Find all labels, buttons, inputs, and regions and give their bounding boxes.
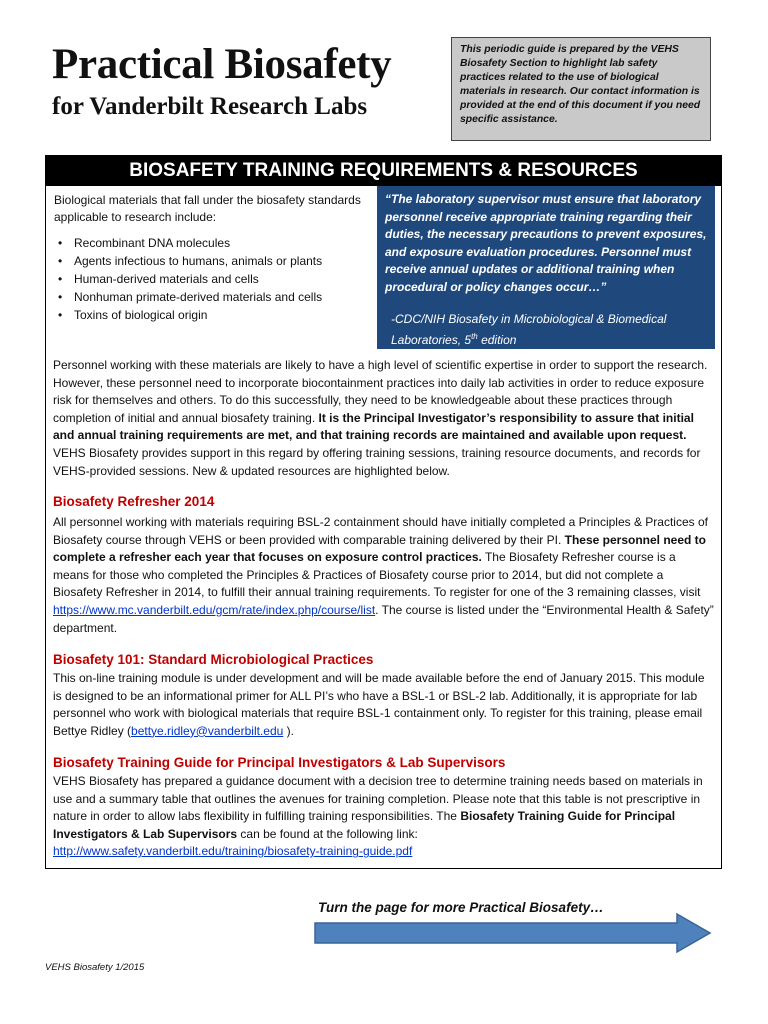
list-item: • Recombinant DNA molecules [58, 236, 231, 250]
guide-heading: Biosafety Training Guide for Principal Investigators & Lab Supervisors [53, 755, 506, 770]
footer-text: VEHS Biosafety 1/2015 [45, 962, 145, 973]
bullet-icon: • [58, 236, 63, 250]
right-arrow-icon [313, 912, 713, 954]
materials-intro-text: Biological materials that fall under the biosafety standards applicable to research include: [54, 193, 361, 224]
materials-list [54, 234, 369, 324]
cdc-quote-box [377, 186, 715, 349]
section-banner: BIOSAFETY TRAINING REQUIREMENTS & RESOURCES [46, 156, 721, 186]
page-title: Practical Biosafety [52, 41, 392, 88]
course-list-link[interactable]: https://www.mc.vanderbilt.edu/gcm/rate/index.php/course/list [53, 602, 376, 617]
bullet-icon: • [58, 308, 63, 322]
list-item: • Agents infectious to humans, animals or plants [58, 254, 323, 268]
training-guide-link[interactable]: http://www.safety.vanderbilt.edu/training/biosafety-training-guide.pdf [53, 844, 413, 859]
training-section [45, 155, 722, 869]
page-subtitle: for Vanderbilt Research Labs [52, 93, 368, 120]
quote-source: -CDC/NIH Biosafety in Microbiological & Biomedical Laboratories, 5th edition [391, 311, 667, 347]
list-item: • Toxins of biological origin [58, 308, 208, 322]
email-link[interactable]: bettye.ridley@vanderbilt.edu [131, 723, 284, 738]
guide-paragraph: VEHS Biosafety has prepared a guidance document with a decision tree to determine training needs based on materials in use and a summary table that outlines the avenues for training completion. Please note that this table is not prescriptive in nature in order to allow labs flexibility in fulfilling training responsibilities. The Biosafety Training Guide for Principal Investigators & Lab Supervisors can be found at the following link: http://www.safety.vanderbilt.edu/training/biosafety-training-guide.pdf [53, 774, 703, 859]
materials-intro [54, 192, 369, 324]
intro-note-box: This periodic guide is prepared by the VEHS Biosafety Section to highlight lab safety practices related to the use of biological materials in research. Our contact information is provided at the end of this document if you need specific assistance. [451, 37, 711, 141]
list-item: • Nonhuman primate-derived materials and cells [58, 290, 323, 304]
quote-text: “The laboratory supervisor must ensure that laboratory personnel receive appropriate training regarding their duties, the necessary precautions to prevent exposures, and exposure evaluation procedures. Personnel must receive annual updates or additional training when procedural or policy changes occur…” [385, 192, 707, 294]
bio101-paragraph: This on-line training module is under development and will be made available before the end of January 2015. This module is designed to be an informational primer for ALL PI’s who have a BSL-1 or BSL-2 lab. Additionally, it is appropriate for lab personnel who work with biological materials that require BSL-1 containment only. To register for this training, please email Bettye Ridley (bettye.ridley@vanderbilt.edu ). [53, 671, 705, 738]
bullet-icon: • [58, 272, 63, 286]
bullet-icon: • [58, 290, 63, 304]
list-item: • Human-derived materials and cells [58, 272, 259, 286]
turn-page-text: Turn the page for more Practical Biosafety… [318, 900, 604, 915]
personnel-paragraph: Personnel working with these materials are likely to have a high level of scientific expertise in order to support the research. However, these personnel need to incorporate biocontainment practices into daily lab activities in order to reduce exposure risk for themselves and others. To do this successfully, they need to be knowledgeable about these practices through completion of initial and annual biosafety training. It is the Principal Investigator’s responsibility to assure that initial and annual training requirements are met, and that training records are maintained and available upon request. VEHS Biosafety provides support in this regard by offering training sessions, training resource documents, and records for VEHS-provided sessions. New & updated resources are highlighted below. [53, 358, 708, 478]
bio101-heading: Biosafety 101: Standard Microbiological Practices [53, 652, 374, 667]
refresher-heading: Biosafety Refresher 2014 [53, 494, 215, 509]
bullet-icon: • [58, 254, 63, 268]
refresher-paragraph: All personnel working with materials requiring BSL-2 containment should have initially completed a Principles & Practices of Biosafety course through VEHS or been provided with comparable training delivered by their PI. These personnel need to complete a refresher each year that focuses on exposure control practices. The Biosafety Refresher course is a means for those who completed the Principles & Practices of Biosafety course prior to 2014, but did not complete a Biosafety Refresher in 2014, to fulfill their annual training requirements. To register for one of the 3 remaining classes, visit https://www.mc.vanderbilt.edu/gcm/rate/index.php/course/list. The course is listed under the “Environmental Health & Safety” department. [53, 515, 714, 635]
